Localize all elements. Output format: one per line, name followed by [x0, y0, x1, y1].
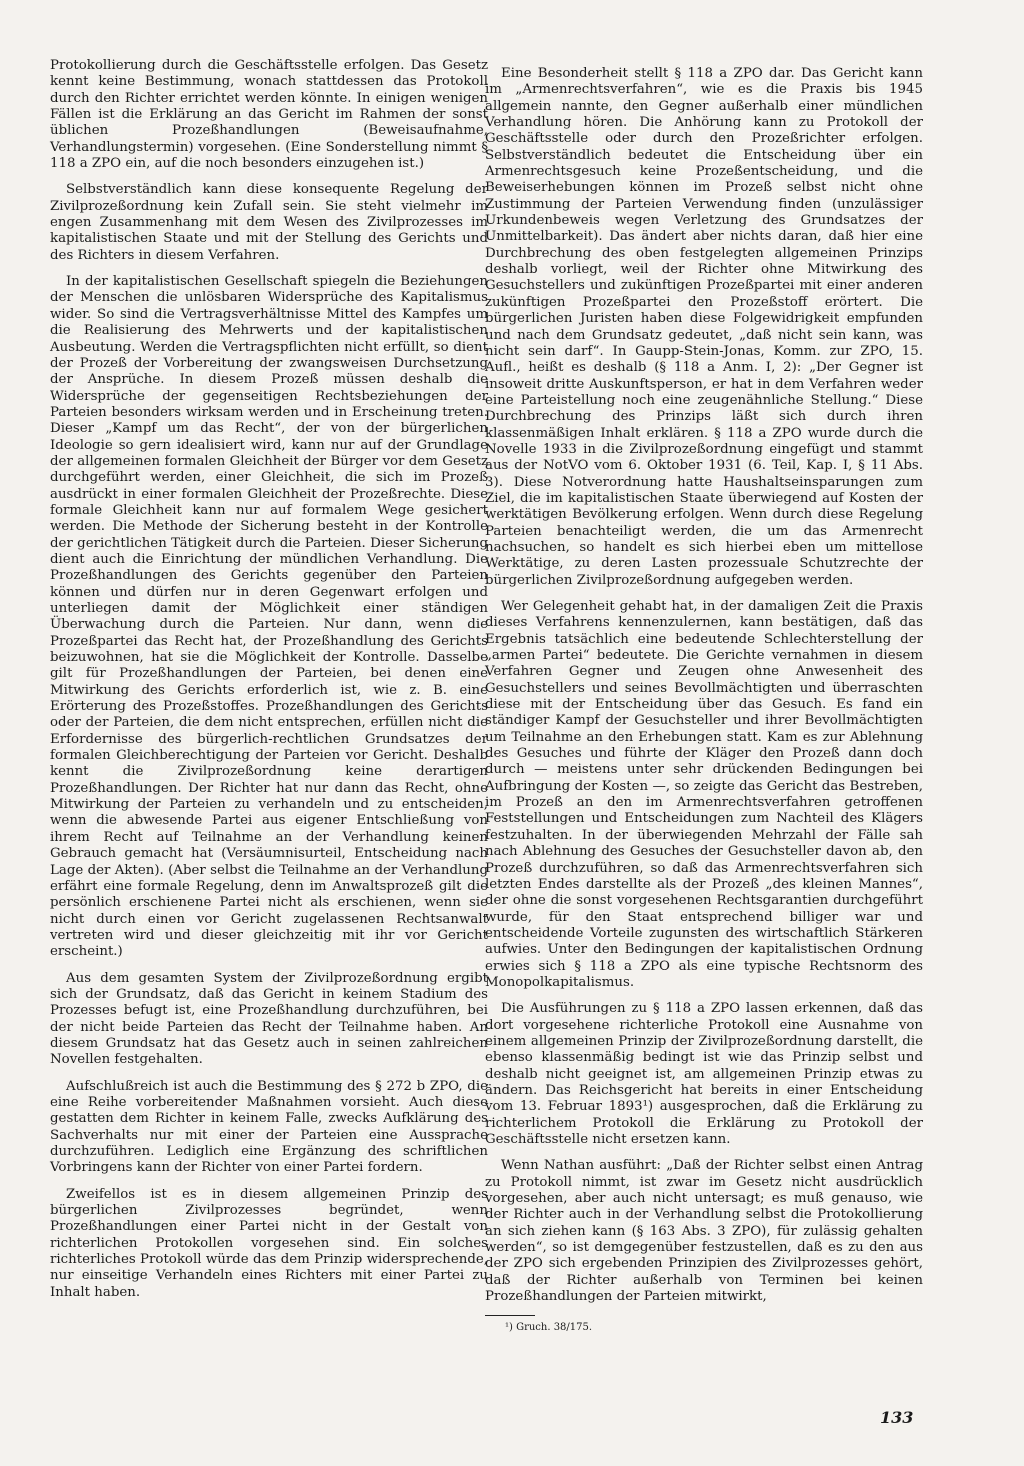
paragraph: Selbstverständlich kann diese konsequente Regelung der Zivilprozeßordnung kein Zufall sein. Sie steht vielmehr im engen Zusammenhang mit dem Wesen des Zivilprozesses im kapitalistischen Staate und mit der Stellung des Gerichts und des Richters in diesem Verfahren.	[50, 182, 488, 263]
paragraph: Wenn Nathan ausführt: „Daß der Richter selbst einen Antrag zu Protokoll nimmt, ist zwar im Gesetz nicht ausdrücklich vorgesehen, aber auch nicht untersagt; es muß genauso, wie der Richter auch in der Verhandlung selbst die Protokollierung an sich ziehen kann (§ 163 Abs. 3 ZPO), für zulässig gehalten werden“, so ist demgegenüber festzustellen, daß es zu den aus der ZPO sich ergebenden Prinzipien des Zivilprozesses gehört, daß der Richter außerhalb von Terminen bei keinen Prozeßhandlungen der Parteien mitwirkt,	[485, 1158, 923, 1305]
paragraph: Eine Besonderheit stellt § 118 a ZPO dar. Das Gericht kann im „Armenrechtsverfahren“, wie es die Praxis bis 1945 allgemein nannte, den Gegner außerhalb einer mündlichen Verhandlung hören. Die Anhörung kann zu Protokoll der Geschäftsstelle oder durch den Prozeßrichter erfolgen. Selbstverständlich bedeutet die Entscheidung über ein Armenrechtsgesuch keine Prozeßentscheidung, und die Beweiserhebungen können im Prozeß selbst nicht ohne Zustimmung der Parteien Verwendung finden (unzulässiger Urkundenbeweis wegen Verletzung des Grundsatzes der Unmittelbarkeit). Das ändert aber nichts daran, daß hier eine Durchbrechung des oben festgelegten allgemeinen Prinzips deshalb vorliegt, weil der Richter ohne Mitwirkung des Gesuchstellers und zukünftigen Prozeßpartei mit einer anderen zukünftigen Prozeßpartei den Prozeßstoff erörtert. Die bürgerlichen Juristen haben diese Folgewidrigkeit empfunden und nach dem Grundsatz gedeutet, „daß nicht sein kann, was nicht sein darf“. In Gaupp-Stein-Jonas, Komm. zur ZPO, 15. Aufl., heißt es deshalb (§ 118 a Anm. I, 2): „Der Gegner ist insoweit dritte Auskunftsperson, er hat in dem Verfahren weder eine Parteistellung noch eine zeugenähnliche Stellung.“ Diese Durchbrechung des Prinzips läßt sich durch ihren klassenmäßigen Inhalt erklären. § 118 a ZPO wurde durch die Novelle 1933 in die Zivilprozeßordnung eingefügt und stammt aus der NotVO vom 6. Oktober 1931 (6. Teil, Kap. I, § 11 Abs. 3). Diese Notverordnung hatte Haushaltseinsparungen zum Ziel, die im kapitalistischen Staate überwiegend auf Kosten der werktätigen Bevölkerung erfolgen. Wenn durch diese Regelung Parteien benachteiligt werden, die um das Armenrecht nachsuchen, so handelt es sich hierbei eben um mittellose Werktätige, zu deren Lasten prozessuale Schutzrechte der bürgerlichen Zivilprozeßordnung aufgegeben werden.	[485, 66, 923, 588]
footnote: ¹) Gruch. 38/175.	[505, 1322, 593, 1334]
paragraph: Protokollierung durch die Geschäftsstelle erfolgen. Das Gesetz kennt keine Bestimmung, wonach stattdessen das Protokoll durch den Richter errichtet werden könnte. In einigen wenigen Fällen ist die Erklärung an das Gericht im Rahmen der sonst üblichen Prozeßhandlungen (Beweisaufnahme, Verhandlungstermin) vorgesehen. (Eine Sonderstellung nimmt § 118 a ZPO ein, auf die noch besonders einzugehen ist.)	[50, 58, 488, 172]
footnote-divider	[485, 1315, 535, 1316]
paragraph: In der kapitalistischen Gesellschaft spiegeln die Beziehungen der Menschen die unlösbaren Widersprüche des Kapitalismus wider. So sind die Vertragsverhältnisse Mittel des Kampfes um die Realisierung des Mehrwerts und der kapitalistischen Ausbeutung. Werden die Vertragspflichten nicht erfüllt, so dient der Prozeß der Vorbereitung der zwangsweisen Durchsetzung der Ansprüche. In diesem Prozeß müssen deshalb die Widersprüche der gegenseitigen Rechtsbeziehungen der Parteien besonders wirksam werden und in Erscheinung treten. Dieser „Kampf um das Recht“, der von der bürgerlichen Ideologie so gern idealisiert wird, kann nur auf der Grundlage der allgemeinen formalen Gleichheit der Bürger vor dem Gesetz durchgeführt werden, einer Gleichheit, die sich im Prozeß ausdrückt in einer formalen Gleichheit der Prozeßrechte. Diese formale Gleichheit kann nur auf formalem Wege gesichert werden. Die Methode der Sicherung besteht in der Kontrolle der gerichtlichen Tätigkeit durch die Parteien. Dieser Sicherung dient auch die Einrichtung der mündlichen Verhandlung. Die Prozeßhandlungen des Gerichts gegenüber den Parteien können und dürfen nur in deren Gegenwart erfolgen und unterliegen damit der Möglichkeit einer ständigen Überwachung durch die Parteien. Nur dann, wenn die Prozeßpartei das Recht hat, der Prozeßhandlung des Gerichts beizuwohnen, hat sie die Möglichkeit der Kontrolle. Dasselbe gilt für Prozeßhandlungen der Parteien, bei denen eine Mitwirkung des Gerichts erforderlich ist, wie z. B. eine Erörterung des Prozeßstoffes. Prozeßhandlungen des Gerichts oder der Parteien, die dem nicht entsprechen, erfüllen nicht die Erfordernisse des bürgerlich-rechtlichen Grundsatzes der formalen Gleichberechtigung der Parteien vor Gericht. Deshalb kennt die Zivilprozeßordnung keine derartigen Prozeßhandlungen. Der Richter hat nur dann das Recht, ohne Mitwirkung der Parteien zu verhandeln und zu entscheiden, wenn die abwesende Partei aus eigener Entschließung von ihrem Recht auf Teilnahme an der Verhandlung keinen Gebrauch gemacht hat (Versäumnisurteil, Entscheidung nach Lage der Akten). (Aber selbst die Teilnahme an der Verhandlung erfährt eine formale Regelung, denn im Anwaltsprozeß gilt die persönlich erschienene Partei nicht als erschienen, wenn sie nicht durch einen vor Gericht zugelassenen Rechtsanwalt vertreten wird und dieser gleichzeitig mit ihr vor Gericht erscheint.)	[50, 274, 488, 960]
right-column	[485, 66, 923, 1344]
left-column	[50, 58, 488, 1311]
paragraph: Zweifellos ist es in diesem allgemeinen Prinzip des bürgerlichen Zivilprozesses begründet, wenn Prozeßhandlungen einer Partei nicht in der Gestalt von richterlichen Protokollen vorgesehen sind. Ein solches richterliches Protokoll würde das dem Prinzip widersprechende, nur einseitige Verhandeln eines Richters mit einer Partei zu Inhalt haben.	[50, 1186, 488, 1300]
paragraph: Wer Gelegenheit gehabt hat, in der damaligen Zeit die Praxis dieses Verfahrens kennenzulernen, kann bestätigen, daß das Ergebnis tatsächlich eine bedeutende Schlechterstellung der „armen Partei“ bedeutete. Die Gerichte vernahmen in diesem Verfahren Gegner und Zeugen ohne Anwesenheit des Gesuchstellers und seines Bevollmächtigten und überraschten diese mit der Entscheidung über das Gesuch. Es fand ein ständiger Kampf der Gesuchsteller und ihrer Bevollmächtigten um Teilnahme an den Erhebungen statt. Kam es zur Ablehnung des Gesuches und führte der Kläger den Prozeß dann doch durch — meistens unter sehr drückenden Bedingungen bei Aufbringung der Kosten —, so zeigte das Gericht das Bestreben, im Prozeß an den im Armenrechtsverfahren getroffenen Feststellungen und Entscheidungen zum Nachteil des Klägers festzuhalten. In der überwiegenden Mehrzahl der Fälle sah nach Ablehnung des Gesuches der Gesuchsteller davon ab, den Prozeß durchzuführen, so daß das Armenrechtsverfahren sich letzten Endes darstellte als der Prozeß „des kleinen Mannes“, der ohne die sonst vorgesehenen Rechtsgarantien durchgeführt wurde, für den Staat entsprechend billiger war und entscheidende Vorteile zugunsten des wirtschaftlich Stärkeren aufwies. Unter den Bedingungen der kapitalistischen Ordnung erwies sich § 118 a ZPO als eine typische Rechtsnorm des Monopolkapitalismus.	[485, 599, 923, 990]
paragraph: Die Ausführungen zu § 118 a ZPO lassen erkennen, daß das dort vorgesehene richterliche Protokoll eine Ausnahme von einem allgemeinen Prinzip der Zivilprozeßordnung darstellt, die ebenso klassenmäßig bedingt ist wie das Prinzip selbst und deshalb nicht geeignet ist, am allgemeinen Prinzip etwas zu ändern. Das Reichsgericht hat bereits in einer Entscheidung vom 13. Februar 1893¹) ausgesprochen, daß die Erklärung zu richterlichem Protokoll die Erklärung zu Protokoll der Geschäftsstelle nicht ersetzen kann.	[485, 1001, 923, 1147]
paragraph: Aus dem gesamten System der Zivilprozeßordnung ergibt sich der Grundsatz, daß das Gericht in keinem Stadium des Prozesses befugt ist, eine Prozeßhandlung durchzuführen, bei der nicht beide Parteien das Recht der Teilnahme haben. An diesem Grundsatz hat das Gesetz auch in seinen zahlreichen Novellen festgehalten.	[50, 970, 488, 1068]
page-number: 133	[880, 1408, 914, 1427]
paragraph: Aufschlußreich ist auch die Bestimmung des § 272 b ZPO, die eine Reihe vorbereitender Maßnahmen vorsieht. Auch diese gestatten dem Richter in keinem Falle, zwecks Aufklärung des Sachverhalts nur mit einer der Parteien eine Aussprache durchzuführen. Lediglich eine Ergänzung des schriftlichen Vorbringens kann der Richter von einer Partei fordern.	[50, 1078, 488, 1176]
